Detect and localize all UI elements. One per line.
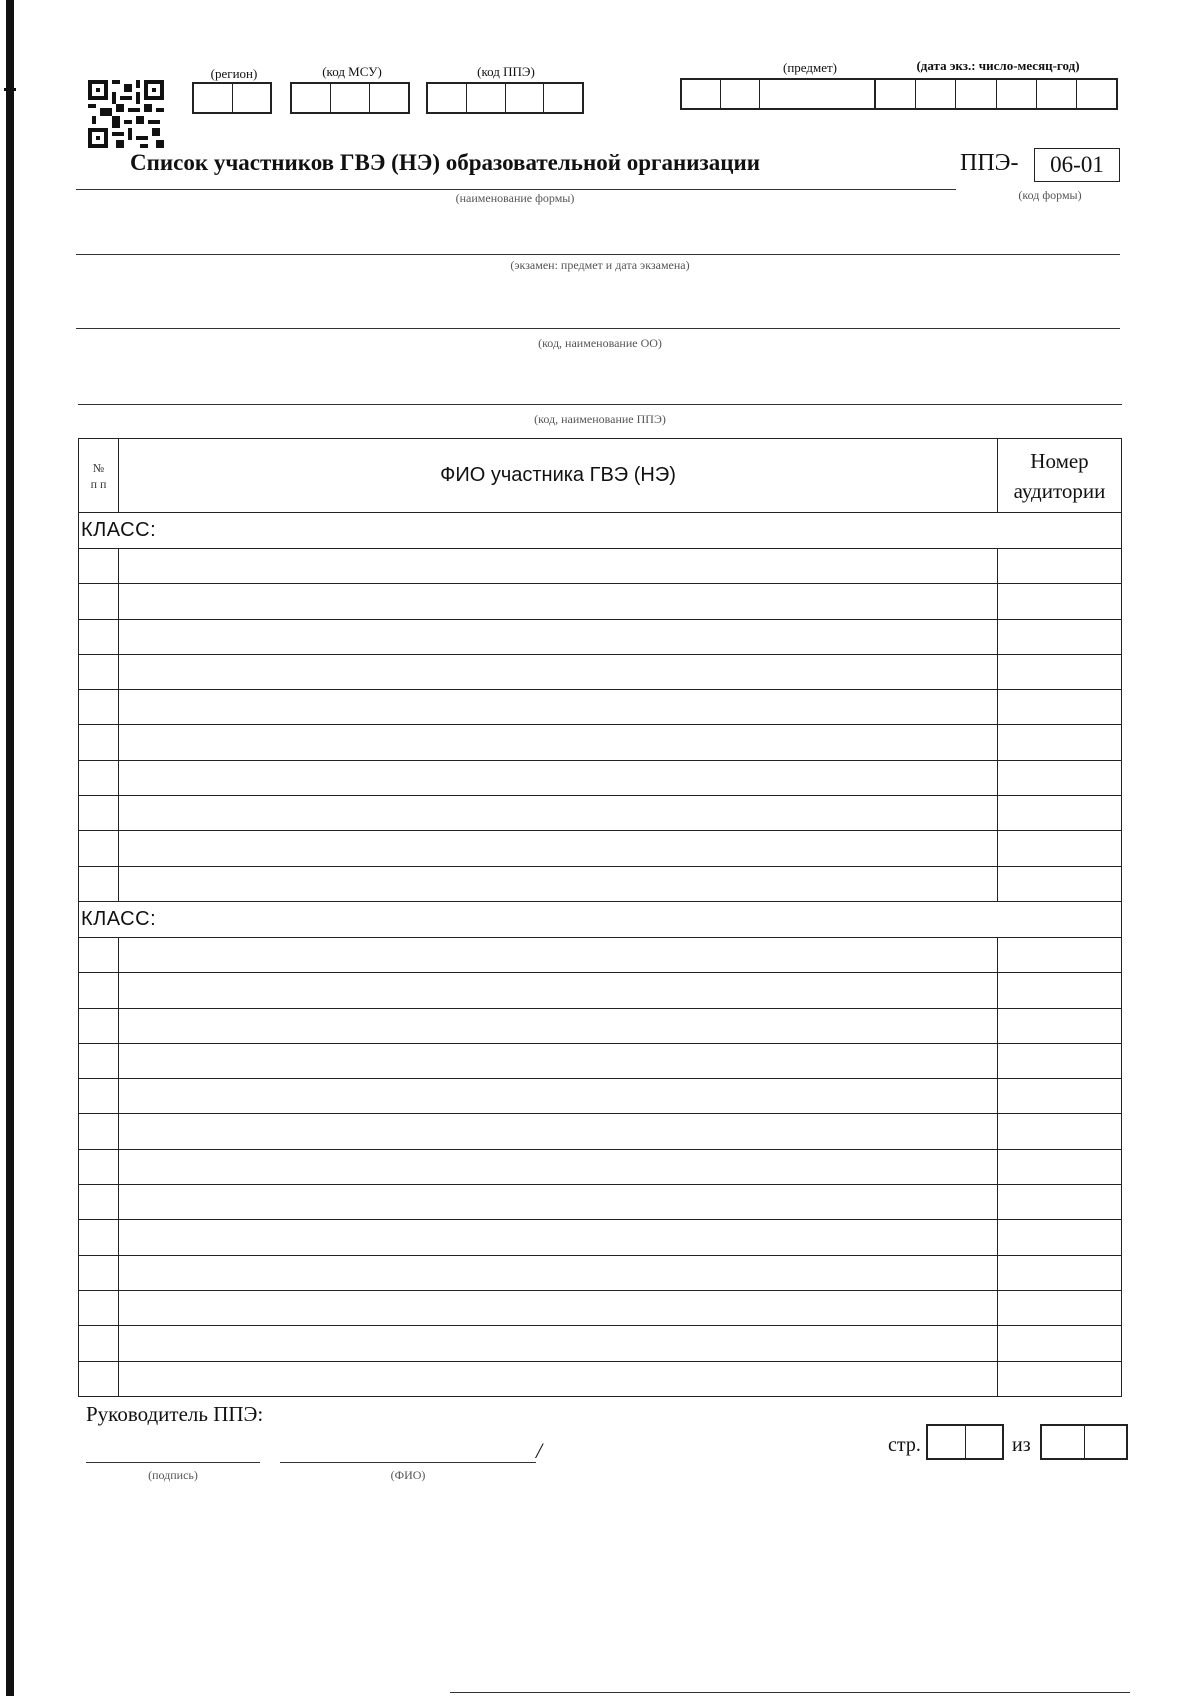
participant-row xyxy=(79,1079,1122,1114)
participant-row xyxy=(79,1043,1122,1078)
auditorium-cell[interactable] xyxy=(998,1008,1122,1043)
subject-caption: (предмет) xyxy=(782,60,837,75)
participant-row xyxy=(79,1185,1122,1220)
fio-column-header: ФИО участника ГВЭ (НЭ) xyxy=(119,439,998,513)
fio-cell[interactable] xyxy=(119,1255,998,1290)
slash-separator: / xyxy=(536,1438,543,1463)
total-pages-input[interactable] xyxy=(1040,1424,1128,1460)
fio-cell[interactable] xyxy=(119,1149,998,1184)
fio-line[interactable] xyxy=(280,1462,536,1463)
form-name-caption: (наименование формы) xyxy=(455,191,575,205)
org-field-line[interactable] xyxy=(76,328,1120,329)
class-section-row xyxy=(79,901,1122,937)
num-cell[interactable] xyxy=(79,1361,119,1396)
form-title: Список участников ГВЭ (НЭ) образовательной организации xyxy=(130,150,760,175)
class-label: КЛАСС: xyxy=(79,901,1122,937)
num-cell[interactable] xyxy=(79,973,119,1008)
participant-row xyxy=(79,1255,1122,1290)
exam-field-caption: (экзамен: предмет и дата экзамена) xyxy=(510,258,690,272)
num-cell[interactable] xyxy=(79,1185,119,1220)
fio-cell[interactable] xyxy=(119,1185,998,1220)
participant-row xyxy=(79,866,1122,901)
participant-row xyxy=(79,1290,1122,1325)
participant-row xyxy=(79,1114,1122,1149)
participant-row xyxy=(79,760,1122,795)
fio-cell[interactable] xyxy=(119,973,998,1008)
class-section-row xyxy=(79,513,1122,549)
participant-row xyxy=(79,1361,1122,1396)
signature-caption: (подпись) xyxy=(148,1468,198,1482)
fio-cell[interactable] xyxy=(119,760,998,795)
region-code-input[interactable] xyxy=(192,82,272,114)
fio-cell[interactable] xyxy=(119,654,998,689)
subject-code-input[interactable] xyxy=(680,78,876,110)
num-cell[interactable] xyxy=(79,796,119,831)
participant-row xyxy=(79,619,1122,654)
fio-cell[interactable] xyxy=(119,1361,998,1396)
num-cell[interactable] xyxy=(79,725,119,760)
auditorium-cell[interactable] xyxy=(998,619,1122,654)
form-code-caption: (код формы) xyxy=(1018,188,1082,202)
ppe-field-line[interactable] xyxy=(78,404,1122,405)
auditorium-cell[interactable] xyxy=(998,1290,1122,1325)
auditorium-cell[interactable] xyxy=(998,937,1122,972)
num-cell[interactable] xyxy=(79,866,119,901)
participant-row xyxy=(79,584,1122,619)
qr-code-icon xyxy=(88,80,164,148)
participant-row xyxy=(79,1220,1122,1255)
num-cell[interactable] xyxy=(79,654,119,689)
fio-cell[interactable] xyxy=(119,796,998,831)
num-cell[interactable] xyxy=(79,937,119,972)
fio-cell[interactable] xyxy=(119,831,998,866)
fio-caption: (ФИО) xyxy=(390,1468,426,1482)
fio-cell[interactable] xyxy=(119,1043,998,1078)
fio-cell[interactable] xyxy=(119,690,998,725)
msu-caption: (код МСУ) xyxy=(322,64,382,79)
exam-date-input[interactable] xyxy=(874,78,1118,110)
ppe-code-caption: (код ППЭ) xyxy=(477,64,535,79)
participants-table xyxy=(78,438,1122,1397)
num-column-header xyxy=(79,439,119,513)
signature-line[interactable] xyxy=(86,1462,260,1463)
num-cell[interactable] xyxy=(79,1114,119,1149)
auditorium-cell[interactable] xyxy=(998,1043,1122,1078)
participant-row xyxy=(79,1326,1122,1361)
num-header-line1: № xyxy=(92,460,105,475)
auditorium-cell[interactable] xyxy=(998,1361,1122,1396)
auditorium-cell[interactable] xyxy=(998,654,1122,689)
page-edge-line xyxy=(6,0,14,1696)
fio-cell[interactable] xyxy=(119,584,998,619)
msu-code-input[interactable] xyxy=(290,82,410,114)
auditorium-cell[interactable] xyxy=(998,584,1122,619)
participant-row xyxy=(79,796,1122,831)
auditorium-cell[interactable] xyxy=(998,549,1122,584)
org-field-caption: (код, наименование ОО) xyxy=(538,336,662,350)
exam-field-line[interactable] xyxy=(76,254,1120,255)
participant-row xyxy=(79,690,1122,725)
form-code-prefix: ППЭ- xyxy=(960,150,1019,176)
num-cell[interactable] xyxy=(79,690,119,725)
fio-cell[interactable] xyxy=(119,549,998,584)
num-cell[interactable] xyxy=(79,1290,119,1325)
auditorium-cell[interactable] xyxy=(998,1114,1122,1149)
participant-row xyxy=(79,831,1122,866)
participant-row xyxy=(79,973,1122,1008)
fio-cell[interactable] xyxy=(119,1290,998,1325)
num-header-line2: п п xyxy=(90,476,107,491)
auditorium-header-line2: аудитории xyxy=(1013,478,1106,503)
num-cell[interactable] xyxy=(79,760,119,795)
table-header-row xyxy=(79,439,1122,513)
auditorium-cell[interactable] xyxy=(998,1326,1122,1361)
fio-cell[interactable] xyxy=(119,1326,998,1361)
exam-date-caption: (дата экз.: число-месяц-год) xyxy=(916,58,1080,73)
ppe-field-caption: (код, наименование ППЭ) xyxy=(534,412,666,426)
class-label: КЛАСС: xyxy=(79,513,1122,549)
fio-cell[interactable] xyxy=(119,619,998,654)
auditorium-cell[interactable] xyxy=(998,725,1122,760)
fio-cell[interactable] xyxy=(119,1114,998,1149)
auditorium-cell[interactable] xyxy=(998,1220,1122,1255)
fio-cell[interactable] xyxy=(119,1008,998,1043)
auditorium-header-line1: Номер xyxy=(1030,448,1089,473)
page-edge-tick xyxy=(4,88,16,91)
participant-row xyxy=(79,654,1122,689)
num-cell[interactable] xyxy=(79,1043,119,1078)
num-cell[interactable] xyxy=(79,619,119,654)
ppe-code-input[interactable] xyxy=(426,82,584,114)
page-label: стр. xyxy=(888,1434,921,1456)
auditorium-cell[interactable] xyxy=(998,1255,1122,1290)
num-cell[interactable] xyxy=(79,1008,119,1043)
num-cell[interactable] xyxy=(79,584,119,619)
of-label: из xyxy=(1012,1434,1031,1456)
participant-row xyxy=(79,1008,1122,1043)
title-underline xyxy=(76,189,956,190)
auditorium-cell[interactable] xyxy=(998,831,1122,866)
fio-cell[interactable] xyxy=(119,937,998,972)
num-cell[interactable] xyxy=(79,1079,119,1114)
num-cell[interactable] xyxy=(79,1255,119,1290)
page-number-input[interactable] xyxy=(926,1424,1004,1460)
form-code-box: 06-01 xyxy=(1034,148,1120,182)
num-cell[interactable] xyxy=(79,549,119,584)
participant-row xyxy=(79,937,1122,972)
fio-cell[interactable] xyxy=(119,725,998,760)
auditorium-column-header xyxy=(998,439,1122,513)
fio-cell[interactable] xyxy=(119,1220,998,1255)
auditorium-cell[interactable] xyxy=(998,796,1122,831)
auditorium-cell[interactable] xyxy=(998,973,1122,1008)
auditorium-cell[interactable] xyxy=(998,1149,1122,1184)
num-cell[interactable] xyxy=(79,1220,119,1255)
fio-cell[interactable] xyxy=(119,866,998,901)
auditorium-cell[interactable] xyxy=(998,760,1122,795)
head-of-ppe-label: Руководитель ППЭ: xyxy=(86,1402,264,1426)
auditorium-cell[interactable] xyxy=(998,690,1122,725)
num-cell[interactable] xyxy=(79,1149,119,1184)
num-cell[interactable] xyxy=(79,831,119,866)
participant-row xyxy=(79,725,1122,760)
num-cell[interactable] xyxy=(79,1326,119,1361)
participant-row xyxy=(79,1149,1122,1184)
auditorium-cell[interactable] xyxy=(998,1185,1122,1220)
region-caption: (регион) xyxy=(210,66,258,81)
auditorium-cell[interactable] xyxy=(998,866,1122,901)
participant-row xyxy=(79,549,1122,584)
bottom-scan-line xyxy=(450,1692,1130,1693)
auditorium-cell[interactable] xyxy=(998,1079,1122,1114)
fio-cell[interactable] xyxy=(119,1079,998,1114)
